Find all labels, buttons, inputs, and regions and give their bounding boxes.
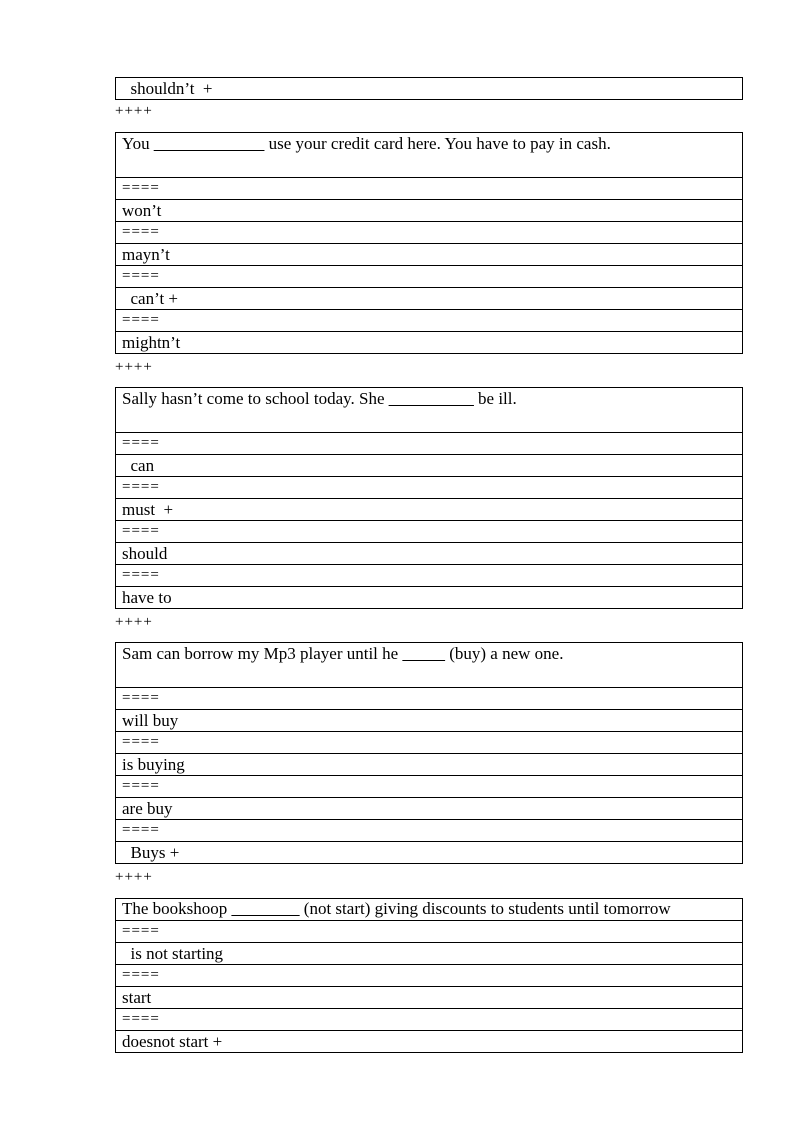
question-block-2 xyxy=(115,387,743,609)
question-suffix: (not start) giving discounts to students until tomorrow xyxy=(299,899,671,918)
question-suffix: use your credit card here. You have to pay in cash. xyxy=(264,134,611,153)
option-separator: ==== xyxy=(116,433,743,455)
answer-option: have to xyxy=(116,587,743,609)
answer-option: can’t + xyxy=(116,288,743,310)
answer-blank: _____ xyxy=(402,644,445,663)
answer-option: can xyxy=(116,455,743,477)
answer-option: won’t xyxy=(116,200,743,222)
question-text xyxy=(116,388,743,433)
option-separator: ==== xyxy=(116,776,743,798)
question-prefix: You xyxy=(122,134,154,153)
question-prefix: Sally hasn’t come to school today. She xyxy=(122,389,389,408)
answer-option: is not starting xyxy=(116,943,743,965)
question-block-4 xyxy=(115,898,743,1053)
answer-option: mightn’t xyxy=(116,332,743,354)
answer-option: are buy xyxy=(116,798,743,820)
question-suffix: (buy) a new one. xyxy=(444,644,564,663)
question-separator: ++++ xyxy=(115,614,153,630)
option-separator: ==== xyxy=(116,688,743,710)
option-separator: ==== xyxy=(116,1009,743,1031)
option-separator: ==== xyxy=(116,965,743,987)
option-separator: ==== xyxy=(116,732,743,754)
answer-option: will buy xyxy=(116,710,743,732)
answer-option: doesnot start + xyxy=(116,1031,743,1053)
question-prefix: The bookshoop xyxy=(122,899,232,918)
option-separator: ==== xyxy=(116,921,743,943)
answer-option: start xyxy=(116,987,743,1009)
answer-blank: ________ xyxy=(231,899,300,918)
option-separator: ==== xyxy=(116,521,743,543)
question-suffix: be ill. xyxy=(473,389,517,408)
answer-option: shouldn’t + xyxy=(116,78,743,100)
answer-option: should xyxy=(116,543,743,565)
answer-option: is buying xyxy=(116,754,743,776)
question-separator: ++++ xyxy=(115,103,153,119)
option-separator: ==== xyxy=(116,310,743,332)
option-separator: ==== xyxy=(116,266,743,288)
answer-option: must + xyxy=(116,499,743,521)
question-block-3 xyxy=(115,642,743,864)
answer-blank: _____________ xyxy=(153,134,265,153)
option-separator: ==== xyxy=(116,820,743,842)
question-separator: ++++ xyxy=(115,359,153,375)
answer-blank: __________ xyxy=(388,389,474,408)
answer-option: Buys + xyxy=(116,842,743,864)
question-separator: ++++ xyxy=(115,869,153,885)
question-text xyxy=(116,643,743,688)
question-prefix: Sam can borrow my Mp3 player until he xyxy=(122,644,403,663)
option-separator: ==== xyxy=(116,477,743,499)
previous-question-tail xyxy=(115,77,743,100)
option-separator: ==== xyxy=(116,565,743,587)
option-separator: ==== xyxy=(116,222,743,244)
question-block-1 xyxy=(115,132,743,354)
question-text xyxy=(116,899,743,921)
question-text xyxy=(116,133,743,178)
option-separator: ==== xyxy=(116,178,743,200)
answer-option: mayn’t xyxy=(116,244,743,266)
